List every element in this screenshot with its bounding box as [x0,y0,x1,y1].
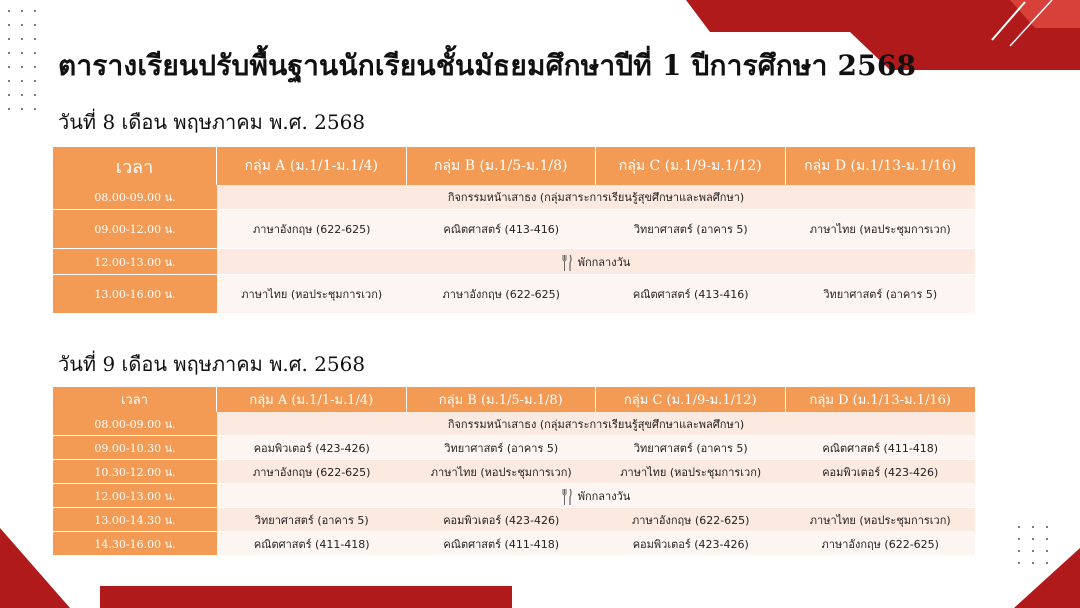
subject-cell: ภาษาไทย (หอประชุมการเวก) [407,460,597,484]
lunch-break-label: พักกลางวัน [577,489,631,503]
subject-cell: ภาษาอังกฤษ (622-625) [217,210,407,249]
table-header-row [53,147,975,185]
subject-cell: คอมพิวเตอร์ (423-426) [786,460,976,484]
subject-cell: คอมพิวเตอร์ (423-426) [596,532,786,556]
lunch-break-cell [217,484,975,508]
header-group-d: กลุ่ม D (ม.1/13-ม.1/16) [786,147,976,185]
activity-span-cell: กิจกรรมหน้าเสาธง (กลุ่มสาระการเรียนรู้สุขศึกษาและพลศึกษา) [217,412,975,436]
decorative-red-bar-bottom [100,586,512,608]
header-group-d: กลุ่ม D (ม.1/13-ม.1/16) [786,387,976,412]
subject-cell: ภาษาไทย (หอประชุมการเวก) [217,275,407,314]
subject-cell: ภาษาอังกฤษ (622-625) [786,532,976,556]
subject-cell: ภาษาอังกฤษ (622-625) [217,460,407,484]
time-cell: 12.00-13.00 น. [53,249,217,275]
subject-cell: ภาษาอังกฤษ (622-625) [596,508,786,532]
time-cell: 09.00-12.00 น. [53,210,217,249]
fork-knife-icon [562,255,572,271]
subject-cell: คณิตศาสตร์ (413-416) [407,210,597,249]
header-group-b: กลุ่ม B (ม.1/5-ม.1/8) [407,387,597,412]
table-row [53,185,975,210]
table-header-row [53,387,975,412]
day2-date: วันที่ 9 เดือน พฤษภาคม พ.ศ. 2568 [58,352,366,376]
subject-cell: คอมพิวเตอร์ (423-426) [217,436,407,460]
day2-schedule-table [53,387,975,556]
subject-cell: ภาษาไทย (หอประชุมการเวก) [786,210,976,249]
subject-cell: วิทยาศาสตร์ (อาคาร 5) [407,436,597,460]
subject-cell: คณิตศาสตร์ (411-418) [407,532,597,556]
subject-cell: คณิตศาสตร์ (413-416) [596,275,786,314]
header-time: เวลา [53,147,217,185]
table-row [53,532,975,556]
page-title: ตารางเรียนปรับพื้นฐานนักเรียนชั้นมัธยมศึกษาปีที่ 1 ปีการศึกษา 2568 [58,49,917,82]
header-group-c: กลุ่ม C (ม.1/9-ม.1/12) [596,147,786,185]
time-cell: 12.00-13.00 น. [53,484,217,508]
table-row [53,508,975,532]
subject-cell: วิทยาศาสตร์ (อาคาร 5) [596,210,786,249]
table-row [53,412,975,436]
subject-cell: วิทยาศาสตร์ (อาคาร 5) [786,275,976,314]
activity-span-cell: กิจกรรมหน้าเสาธง (กลุ่มสาระการเรียนรู้สุขศึกษาและพลศึกษา) [217,185,975,210]
table-row [53,436,975,460]
subject-cell: ภาษาไทย (หอประชุมการเวก) [786,508,976,532]
decorative-red-triangle-bottom-right [1014,548,1080,608]
header-group-c: กลุ่ม C (ม.1/9-ม.1/12) [596,387,786,412]
table-row [53,249,975,275]
subject-cell: ภาษาอังกฤษ (622-625) [407,275,597,314]
header-group-a: กลุ่ม A (ม.1/1-ม.1/4) [217,387,407,412]
day1-schedule-table [53,147,975,314]
subject-cell: คอมพิวเตอร์ (423-426) [407,508,597,532]
table-row [53,484,975,508]
fork-knife-icon [562,489,572,505]
table-row [53,210,975,249]
header-group-b: กลุ่ม B (ม.1/5-ม.1/8) [407,147,597,185]
time-cell: 09.00-10.30 น. [53,436,217,460]
subject-cell: วิทยาศาสตร์ (อาคาร 5) [596,436,786,460]
time-cell: 08.00-09.00 น. [53,185,217,210]
subject-cell: วิทยาศาสตร์ (อาคาร 5) [217,508,407,532]
table-row [53,460,975,484]
header-group-a: กลุ่ม A (ม.1/1-ม.1/4) [217,147,407,185]
time-cell: 13.00-16.00 น. [53,275,217,314]
day1-date: วันที่ 8 เดือน พฤษภาคม พ.ศ. 2568 [58,110,366,134]
time-cell: 13.00-14.30 น. [53,508,217,532]
lunch-break-cell [217,249,975,275]
subject-cell: คณิตศาสตร์ (411-418) [217,532,407,556]
table-row [53,275,975,314]
time-cell: 14.30-16.00 น. [53,532,217,556]
subject-cell: ภาษาไทย (หอประชุมการเวก) [596,460,786,484]
header-time: เวลา [53,387,217,412]
time-cell: 08.00-09.00 น. [53,412,217,436]
lunch-break-label: พักกลางวัน [577,255,631,269]
subject-cell: คณิตศาสตร์ (411-418) [786,436,976,460]
time-cell: 10.30-12.00 น. [53,460,217,484]
decorative-dots-top-left [8,10,47,122]
